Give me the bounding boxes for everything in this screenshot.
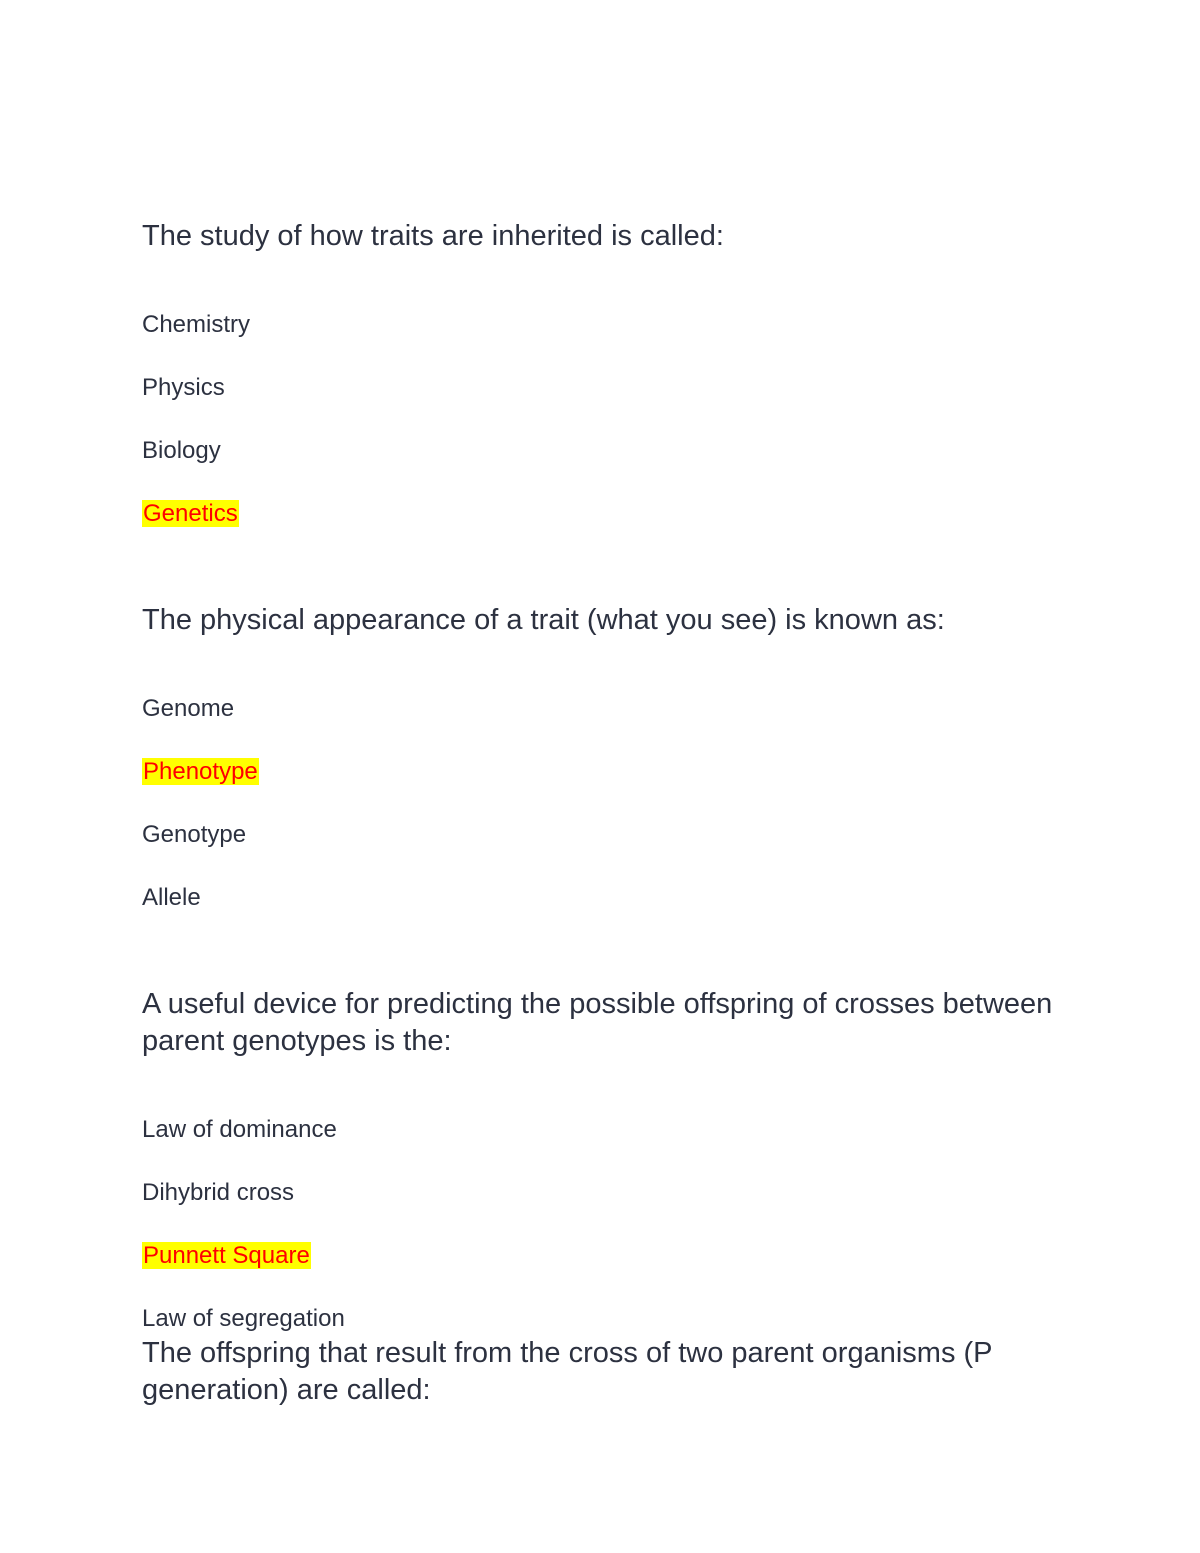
question-1-option-2: Physics — [142, 374, 225, 401]
correct-answer-highlight: Phenotype — [143, 758, 258, 785]
question-1-option-1: Chemistry — [142, 311, 251, 338]
question-2-option-1: Genome — [142, 695, 235, 722]
question-2-option-2-correct — [142, 757, 259, 787]
question-2-option-4: Allele — [142, 884, 201, 911]
question-3-text: A useful device for predicting the possible offspring of crosses between parent genotypes is the: — [142, 988, 1053, 1057]
question-1-option-4-correct — [142, 499, 239, 529]
question-3-option-4: Law of segregation — [142, 1305, 345, 1332]
question-3-option-2: Dihybrid cross — [142, 1179, 295, 1206]
correct-answer-highlight: Punnett Square — [143, 1242, 310, 1269]
question-1-option-3: Biology — [142, 437, 221, 464]
question-2-option-3: Genotype — [142, 821, 247, 848]
question-1-text: The study of how traits are inherited is called: — [142, 220, 724, 252]
question-3-option-3-correct — [142, 1241, 311, 1271]
question-4-text: The offspring that result from the cross of two parent organisms (P generation) are called: — [142, 1337, 992, 1406]
question-2-text: The physical appearance of a trait (what you see) is known as: — [142, 604, 945, 636]
correct-answer-highlight: Genetics — [143, 500, 238, 527]
question-3-option-1: Law of dominance — [142, 1116, 337, 1143]
